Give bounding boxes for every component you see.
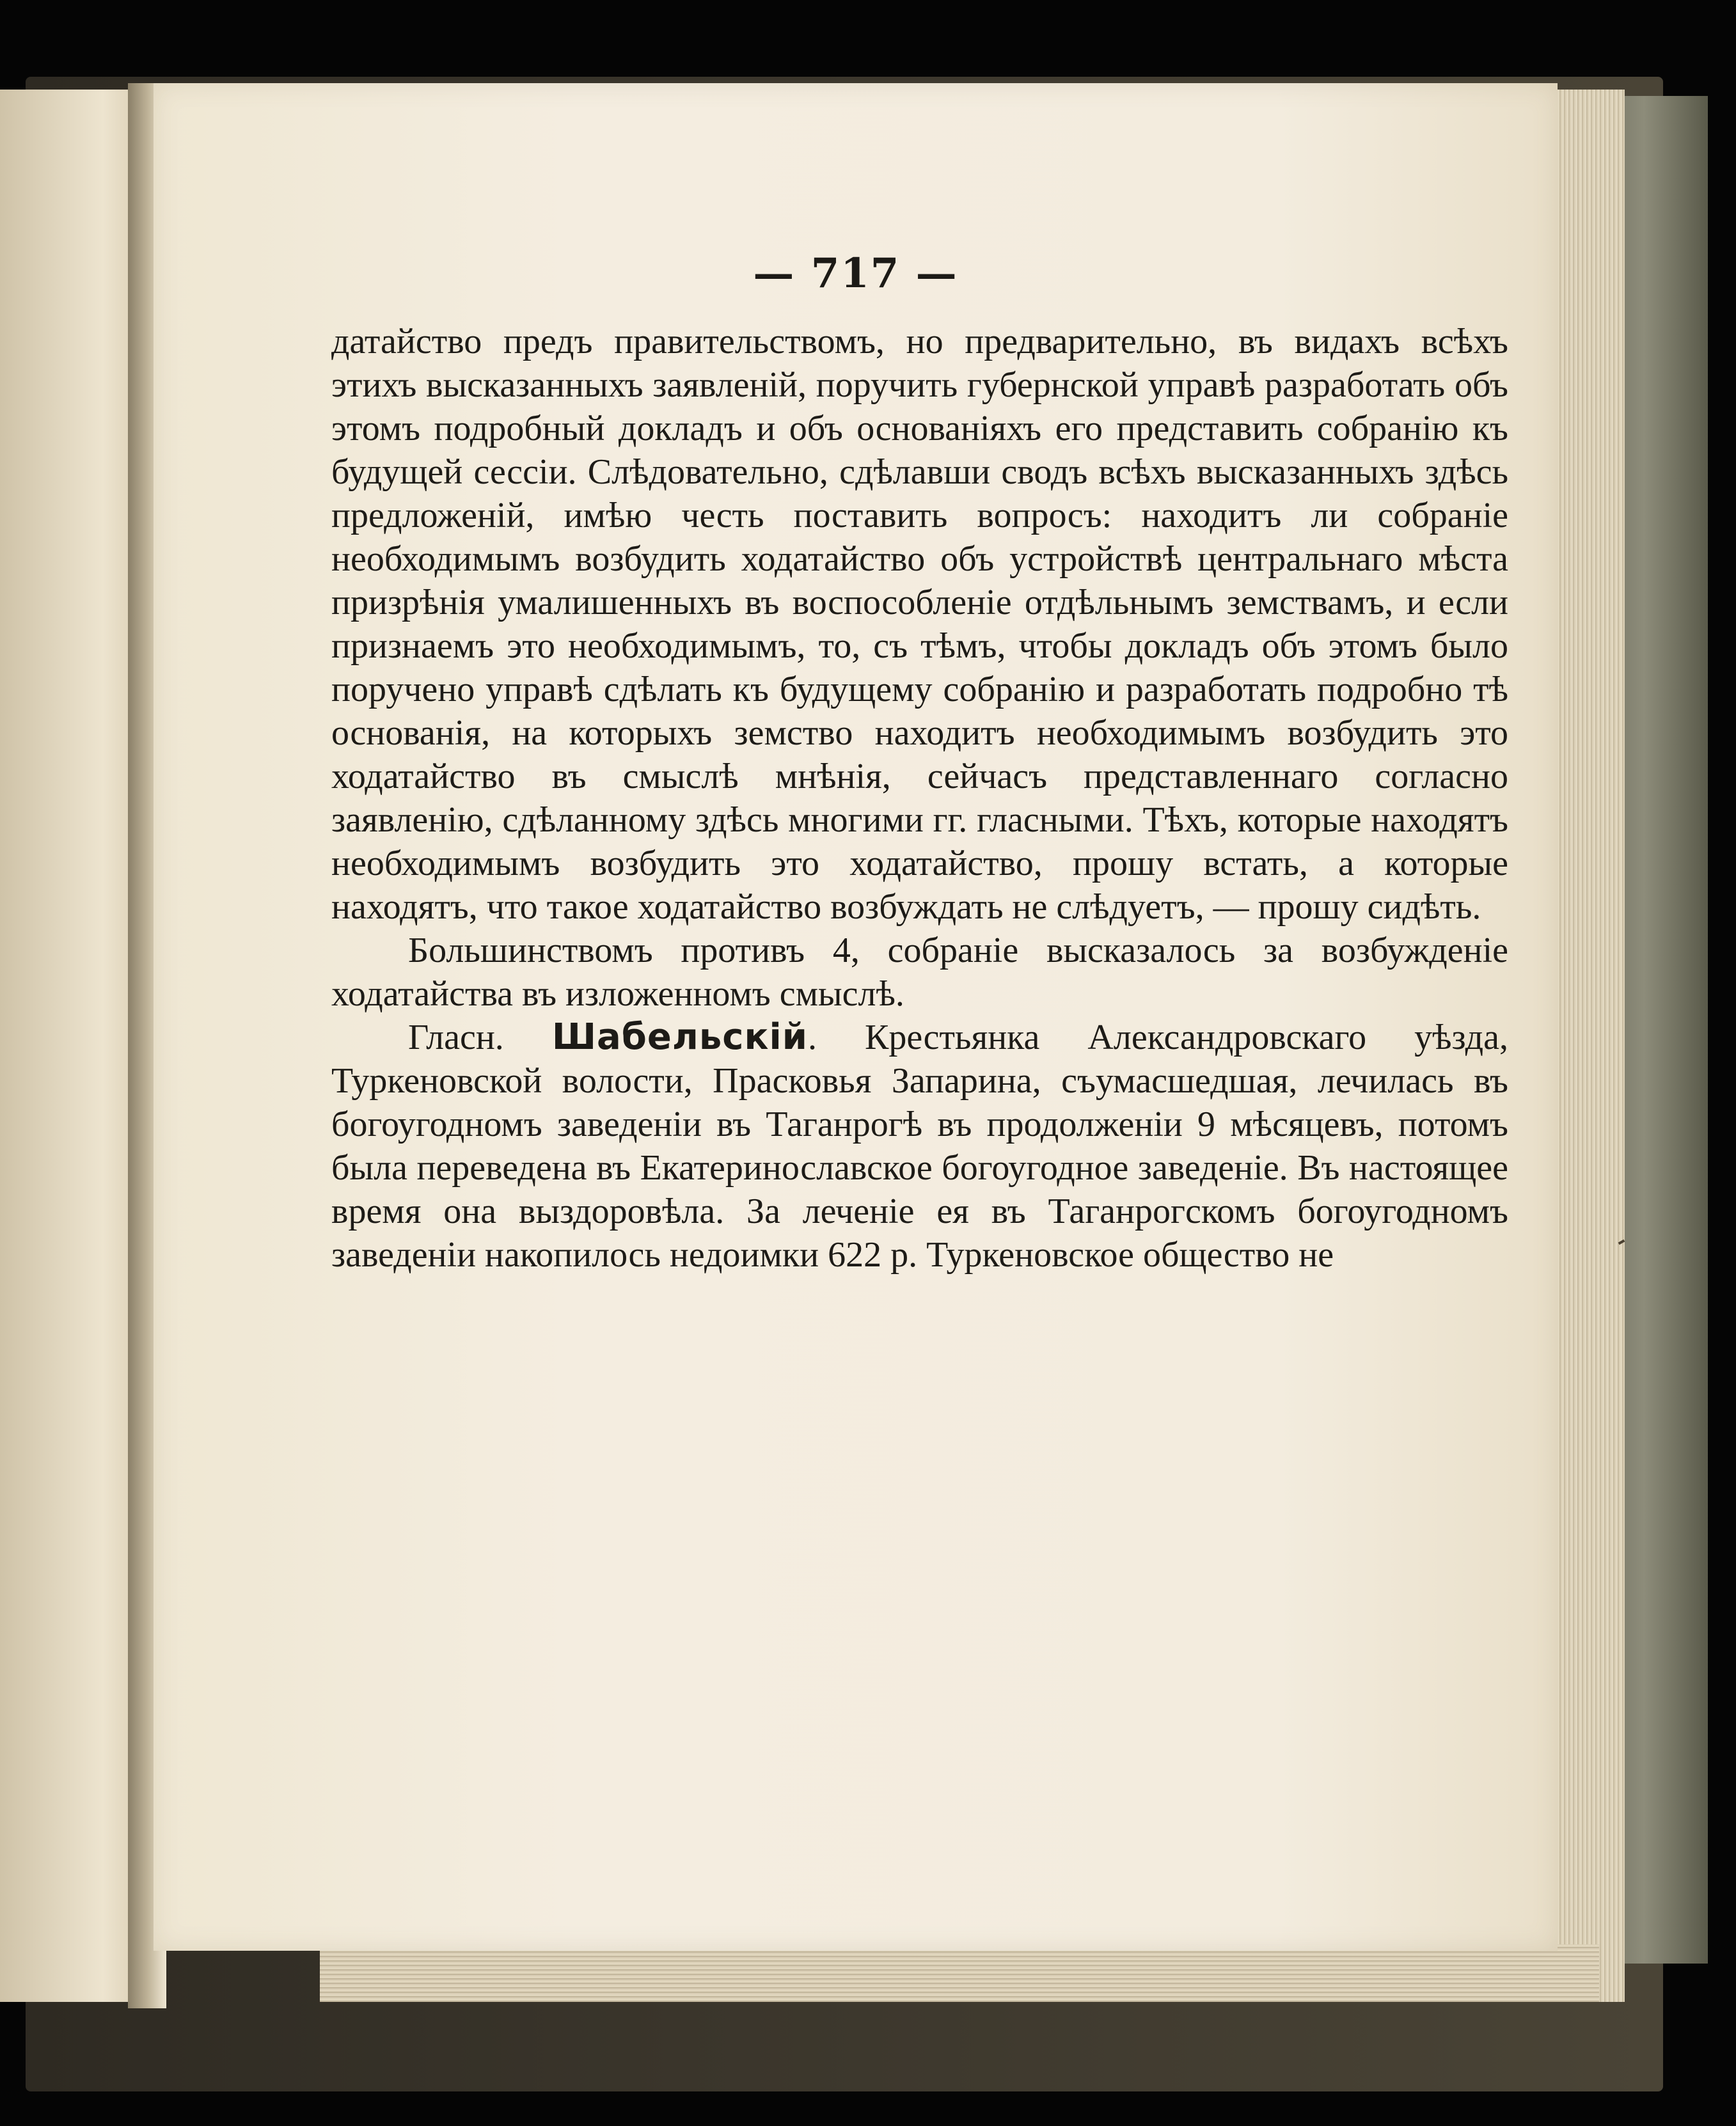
paragraph-1: датайство предъ правительствомъ, но предварительно, въ видахъ всѣхъ этихъ высказанныхъ заявленій, поручить губернской управѣ разработать объ этомъ подробный докладъ и объ основаніяхъ его представить собранію къ будущей сессіи. Слѣдовательно, сдѣлавши сводъ всѣхъ высказанныхъ здѣсь предложеній, имѣю честь поставить вопросъ: находитъ ли собраніе необходимымъ возбудить ходатайство объ устройствѣ центральнаго мѣста призрѣнія умалишенныхъ въ воспособленіе отдѣльнымъ земствамъ, и если признаемъ это необходимымъ, то, съ тѣмъ, чтобы докладъ объ этомъ было поручено управѣ сдѣлать къ будущему собранію и разработать подробно тѣ основанія, на которыхъ земство находитъ необходимымъ возбудить это ходатайство въ смыслѣ мнѣнія, сейчасъ представленнаго согласно заявленію, сдѣланному здѣсь многими гг. гласными. Тѣхъ, которые находятъ необходимымъ возбудить это ходатайство, прошу встать, а которые находятъ, что такое ходатайство возбуждать не слѣдуетъ, — прошу сидѣть. <box>331 322 1508 927</box>
page-text <box>331 320 1508 1277</box>
left-page-sliver <box>0 90 147 2002</box>
page-edges-bottom <box>320 1944 1599 2002</box>
paragraph-3-text: . Крестьянка Александровскаго уѣзда, Туркеновской волости, Прасковья Запарина, съумасшедшая, лечилась въ богоугодномъ заведеніи въ Таганрогѣ въ продолженіи 9 мѣсяцевъ, потомъ была переведена въ Екатеринославское богоугодное заведеніе. Въ настоящее время она выздоровѣла. За леченіе ея въ Таганрогскомъ богоугодномъ заведеніи накопилось недоимки 622 р. Туркеновское общество не <box>331 1018 1508 1275</box>
speaker-name: Шабельскій <box>551 1016 808 1058</box>
page-number: — 717 — <box>753 249 958 297</box>
page-edges-right <box>1548 90 1625 2002</box>
speaker-prefix: Гласн. <box>408 1018 552 1057</box>
paragraph-3 <box>331 1016 1508 1277</box>
paragraph-2: Большинствомъ противъ 4, собраніе высказалось за возбужденіе ходатайства въ изложенномъ смыслѣ. <box>331 931 1508 1014</box>
page <box>154 83 1558 1951</box>
